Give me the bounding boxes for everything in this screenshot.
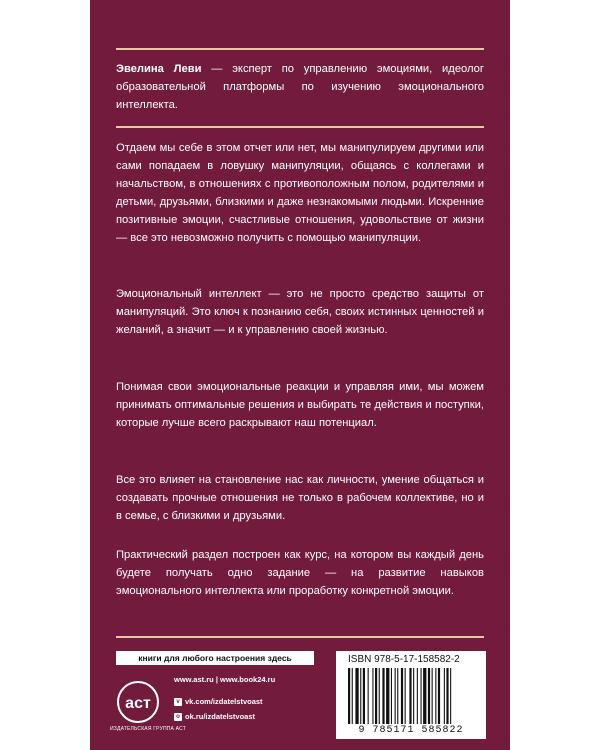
paragraph-4: Все это влияет на становление нас как личности, умение общаться и создавать прочные отношения не только в рабочем коллективе, но и в семье, с близкими и друзьями. bbox=[116, 474, 484, 522]
barcode-digits: 9 785171 585822 bbox=[358, 725, 464, 736]
author-bio bbox=[116, 60, 484, 114]
logo-text: аст bbox=[125, 695, 151, 712]
barcode-area bbox=[336, 651, 486, 739]
publisher-name: ИЗДАТЕЛЬСКАЯ ГРУППА АСТ bbox=[110, 726, 186, 732]
vk-icon: v bbox=[174, 698, 182, 706]
back-cover bbox=[90, 0, 510, 750]
bottom-divider bbox=[116, 636, 484, 638]
paragraph-1: Отдаем мы себе в этом отчет или нет, мы манипулируем другими или сами попадаем в ловушку манипуляции, общаясь с коллегами и начальством, в отношениях с противоположным полом, родителями и детьми, друзьями, близкими и даже незнакомыми людьми. Искренние позитивные эмоции, счастливые отношения, удовольствие от жизни — все это невозможно получить с помощью манипуляции. bbox=[116, 142, 484, 244]
ok-link[interactable]: o ok.ru/izdatelstvoast bbox=[174, 712, 255, 721]
paragraph-3: Понимая свои эмоциональные реакции и управляя ими, мы можем принимать оптимальные решения и выбирать те действия и поступки, которые лучше всего раскрывают наш потенциал. bbox=[116, 381, 484, 429]
bio-divider bbox=[116, 126, 484, 128]
isbn: ISBN 978-5-17-158582-2 bbox=[348, 654, 460, 665]
top-divider bbox=[116, 48, 484, 50]
ast-logo bbox=[114, 680, 162, 724]
ok-icon: o bbox=[174, 713, 182, 721]
paragraph-2: Эмоциональный интеллект — это не просто средство защиты от манипуляций. Это ключ к познанию себя, своих истинных ценностей и желаний, а значит — и к управлению своей жизнью. bbox=[116, 288, 484, 336]
websites: www.ast.ru | www.book24.ru bbox=[174, 675, 276, 684]
paragraph-5: Практический раздел построен как курс, на котором вы каждый день будете получать одно задание — на развитие навыков эмоционального интеллекта или проработку конкретной эмоции. bbox=[116, 549, 484, 597]
slogan-bar: книги для любого настроения здесь bbox=[116, 651, 314, 665]
vk-link[interactable]: v vk.com/izdatelstvoast bbox=[174, 697, 263, 706]
author-name: Эвелина Леви bbox=[116, 63, 202, 75]
author-bio-text: — эксперт по управлению эмоциями, идеолог образовательной платформы по изучению эмоционального интеллекта. bbox=[116, 63, 484, 111]
